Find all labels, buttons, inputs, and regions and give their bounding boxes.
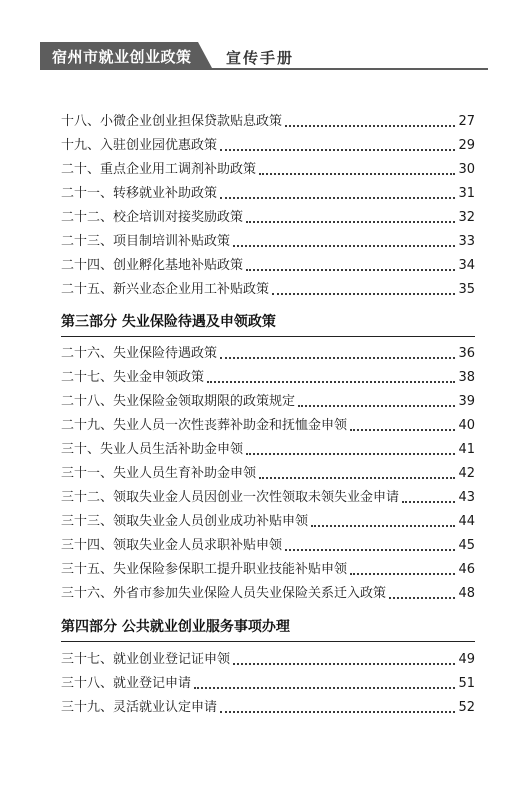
toc-entry-title: 三十四、领取失业金人员求职补贴申领 <box>61 538 283 553</box>
toc-entry-page: 44 <box>458 514 475 529</box>
toc-leader <box>233 245 455 247</box>
toc-entry-title: 三十三、领取失业金人员创业成功补贴申领 <box>61 514 309 529</box>
toc-entry-page: 45 <box>458 538 475 553</box>
page-header <box>0 40 528 70</box>
section-rule <box>61 641 475 642</box>
toc-leader <box>402 501 455 503</box>
toc-entry[interactable] <box>61 390 475 410</box>
toc-entry-page: 51 <box>458 676 475 691</box>
toc-leader <box>350 429 455 431</box>
toc-entry-title: 二十三、项目制培训补贴政策 <box>61 234 231 249</box>
toc-entry[interactable] <box>61 696 475 716</box>
toc-entry-page: 34 <box>458 258 475 273</box>
toc-entry-title: 三十、失业人员生活补助金申领 <box>61 442 244 457</box>
toc-entry-title: 二十二、校企培训对接奖励政策 <box>61 210 244 225</box>
toc-entry-page: 30 <box>458 162 475 177</box>
toc-leader <box>311 525 455 527</box>
toc-leader <box>233 663 455 665</box>
toc-entry-title: 十八、小微企业创业担保贷款贴息政策 <box>61 114 283 129</box>
toc-entry-page: 52 <box>458 700 475 715</box>
toc-entry[interactable] <box>61 672 475 692</box>
toc-entry[interactable] <box>61 254 475 274</box>
toc-entry-title: 三十五、失业保险参保职工提升职业技能补贴申领 <box>61 562 348 577</box>
toc-entry-title: 三十八、就业登记申请 <box>61 676 192 691</box>
toc-leader <box>220 711 455 713</box>
toc-entry-page: 40 <box>458 418 475 433</box>
header-rule <box>40 68 488 70</box>
toc-leader <box>246 221 455 223</box>
toc-entry[interactable] <box>61 462 475 482</box>
toc-leader <box>272 293 455 295</box>
toc-entry[interactable] <box>61 110 475 130</box>
toc-entry-page: 36 <box>458 346 475 361</box>
toc-entry-title: 二十八、失业保险金领取期限的政策规定 <box>61 394 296 409</box>
toc-entry[interactable] <box>61 648 475 668</box>
toc-entry-title: 三十二、领取失业金人员因创业一次性领取未领失业金申请 <box>61 490 400 505</box>
toc-leader <box>194 687 455 689</box>
toc-entry-title: 二十一、转移就业补助政策 <box>61 186 218 201</box>
toc-entry-page: 49 <box>458 652 475 667</box>
toc-entry[interactable] <box>61 206 475 226</box>
toc-entry-title: 三十六、外省市参加失业保险人员失业保险关系迁入政策 <box>61 586 387 601</box>
toc-entry[interactable] <box>61 366 475 386</box>
toc-entry-title: 二十、重点企业用工调剂补助政策 <box>61 162 257 177</box>
section-rule <box>61 336 475 337</box>
toc-entry-title: 二十四、创业孵化基地补贴政策 <box>61 258 244 273</box>
toc-entry-page: 33 <box>458 234 475 249</box>
toc-leader <box>207 381 455 383</box>
toc-entry-page: 27 <box>458 114 475 129</box>
toc-leader <box>259 173 455 175</box>
toc-entry-page: 39 <box>458 394 475 409</box>
toc-leader <box>220 357 455 359</box>
toc-entry[interactable] <box>61 134 475 154</box>
toc-entry[interactable] <box>61 414 475 434</box>
toc-entry-page: 46 <box>458 562 475 577</box>
toc-entry[interactable] <box>61 342 475 362</box>
section-heading-part3: 第三部分 失业保险待遇及申领政策 <box>61 314 276 330</box>
toc-entry-page: 43 <box>458 490 475 505</box>
toc-entry-page: 38 <box>458 370 475 385</box>
toc-entry-title: 十九、入驻创业园优惠政策 <box>61 138 218 153</box>
toc-entry-page: 31 <box>458 186 475 201</box>
toc-entry-title: 三十一、失业人员生育补助金申领 <box>61 466 257 481</box>
toc-entry-title: 二十六、失业保险待遇政策 <box>61 346 218 361</box>
toc-entry[interactable] <box>61 486 475 506</box>
toc-leader <box>220 197 455 199</box>
toc-leader <box>298 405 455 407</box>
toc-entry[interactable] <box>61 534 475 554</box>
toc-entry-title: 二十五、新兴业态企业用工补贴政策 <box>61 282 270 297</box>
toc-leader <box>350 573 455 575</box>
toc-entry[interactable] <box>61 582 475 602</box>
toc-leader <box>285 125 455 127</box>
toc-entry[interactable] <box>61 158 475 178</box>
toc-leader <box>285 549 455 551</box>
toc-entry-page: 35 <box>458 282 475 297</box>
toc-entry-title: 二十九、失业人员一次性丧葬补助金和抚恤金申领 <box>61 418 348 433</box>
toc-leader <box>389 597 455 599</box>
toc-entry-page: 32 <box>458 210 475 225</box>
toc-entry-title: 二十七、失业金申领政策 <box>61 370 205 385</box>
toc-entry[interactable] <box>61 558 475 578</box>
toc-entry[interactable] <box>61 278 475 298</box>
toc-entry-page: 48 <box>458 586 475 601</box>
toc-entry-title: 三十七、就业创业登记证申领 <box>61 652 231 667</box>
header-tab-title: 宿州市就业创业政策 <box>52 48 192 66</box>
section-heading-part4: 第四部分 公共就业创业服务事项办理 <box>61 619 290 635</box>
toc-leader <box>259 477 455 479</box>
toc-entry[interactable] <box>61 182 475 202</box>
toc-entry-title: 三十九、灵活就业认定申请 <box>61 700 218 715</box>
toc-entry[interactable] <box>61 438 475 458</box>
toc-entry-page: 41 <box>458 442 475 457</box>
toc-leader <box>246 269 455 271</box>
toc-entry-page: 42 <box>458 466 475 481</box>
toc-entry-page: 29 <box>458 138 475 153</box>
header-subtitle: 宣传手册 <box>226 49 295 67</box>
toc-leader <box>246 453 455 455</box>
toc-entry[interactable] <box>61 230 475 250</box>
toc-entry[interactable] <box>61 510 475 530</box>
toc-leader <box>220 149 455 151</box>
